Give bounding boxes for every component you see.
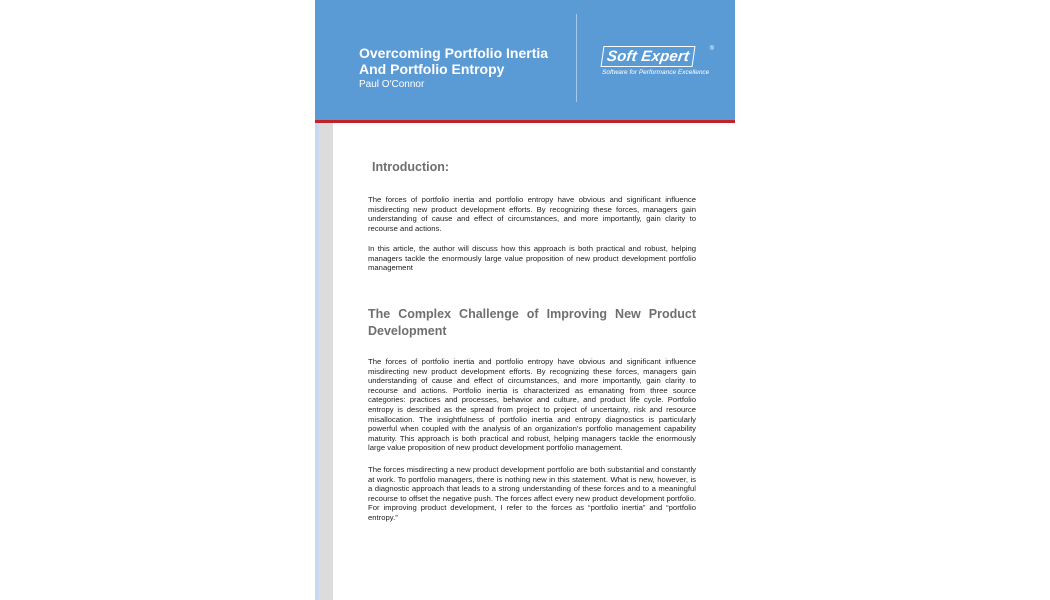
author-name: Paul O'Connor [359,79,425,90]
header-red-stripe [315,120,735,123]
section-heading: The Complex Challenge of Improving New Product Development [368,307,696,338]
logo-tagline: Software for Performance Excellence [602,69,710,76]
page-margin-bar [319,122,333,600]
document-title [359,45,548,77]
header-divider [576,14,577,102]
intro-paragraph-1: The forces of portfolio inertia and portfolio entropy have obvious and significant influence misdirecting new product development efforts. By recognizing these forces, managers gain understanding of cause and effect of circumstances, and more importantly, gain clarity to recourse and actions. [368,195,696,233]
title-line-1: Overcoming Portfolio Inertia [359,45,549,61]
intro-heading: Introduction: [372,160,450,174]
softexpert-logo [602,46,714,80]
document-page [315,0,735,600]
title-line-2: And Portfolio Entropy [359,61,505,77]
logo-wordmark: Soft Expert [601,46,696,67]
section-paragraph-2: The forces misdirecting a new product development portfolio are both substantial and constantly at work. To portfolio managers, there is nothing new in this statement. What is new, however, is a diagnostic approach that leads to a strong understanding of these forces and to a meaningful recourse to offset the negative push. The forces affect every new product development portfolio. For improving product development, I refer to the forces as “portfolio inertia” and “portfolio entropy.” [368,465,696,522]
intro-paragraph-2: In this article, the author will discuss how this approach is both practical and robust, helping managers tackle the enormously large value proposition of new product development portfolio management [368,244,696,273]
trademark-symbol: ® [709,46,714,52]
cover-header [315,0,735,120]
section-paragraph-1: The forces of portfolio inertia and portfolio entropy have obvious and significant influence misdirecting new product development efforts. By recognizing these forces, managers gain understanding of cause and effect of circumstances, and more importantly, gain clarity to recourse and actions. Portfolio inertia is characterized as emanating from three source categories: practices and processes, behavior and culture, and product life cycle. Portfolio entropy is described as the spread from project to project of uncertainty, risk and resource misallocation. The insightfulness of portfolio inertia and entropy diagnostics is particularly powerful when coupled with the analysis of an organization's portfolio management capability maturity. This approach is both practical and robust, helping managers tackle the enormously large value proposition of new product development portfolio management. [368,357,696,453]
